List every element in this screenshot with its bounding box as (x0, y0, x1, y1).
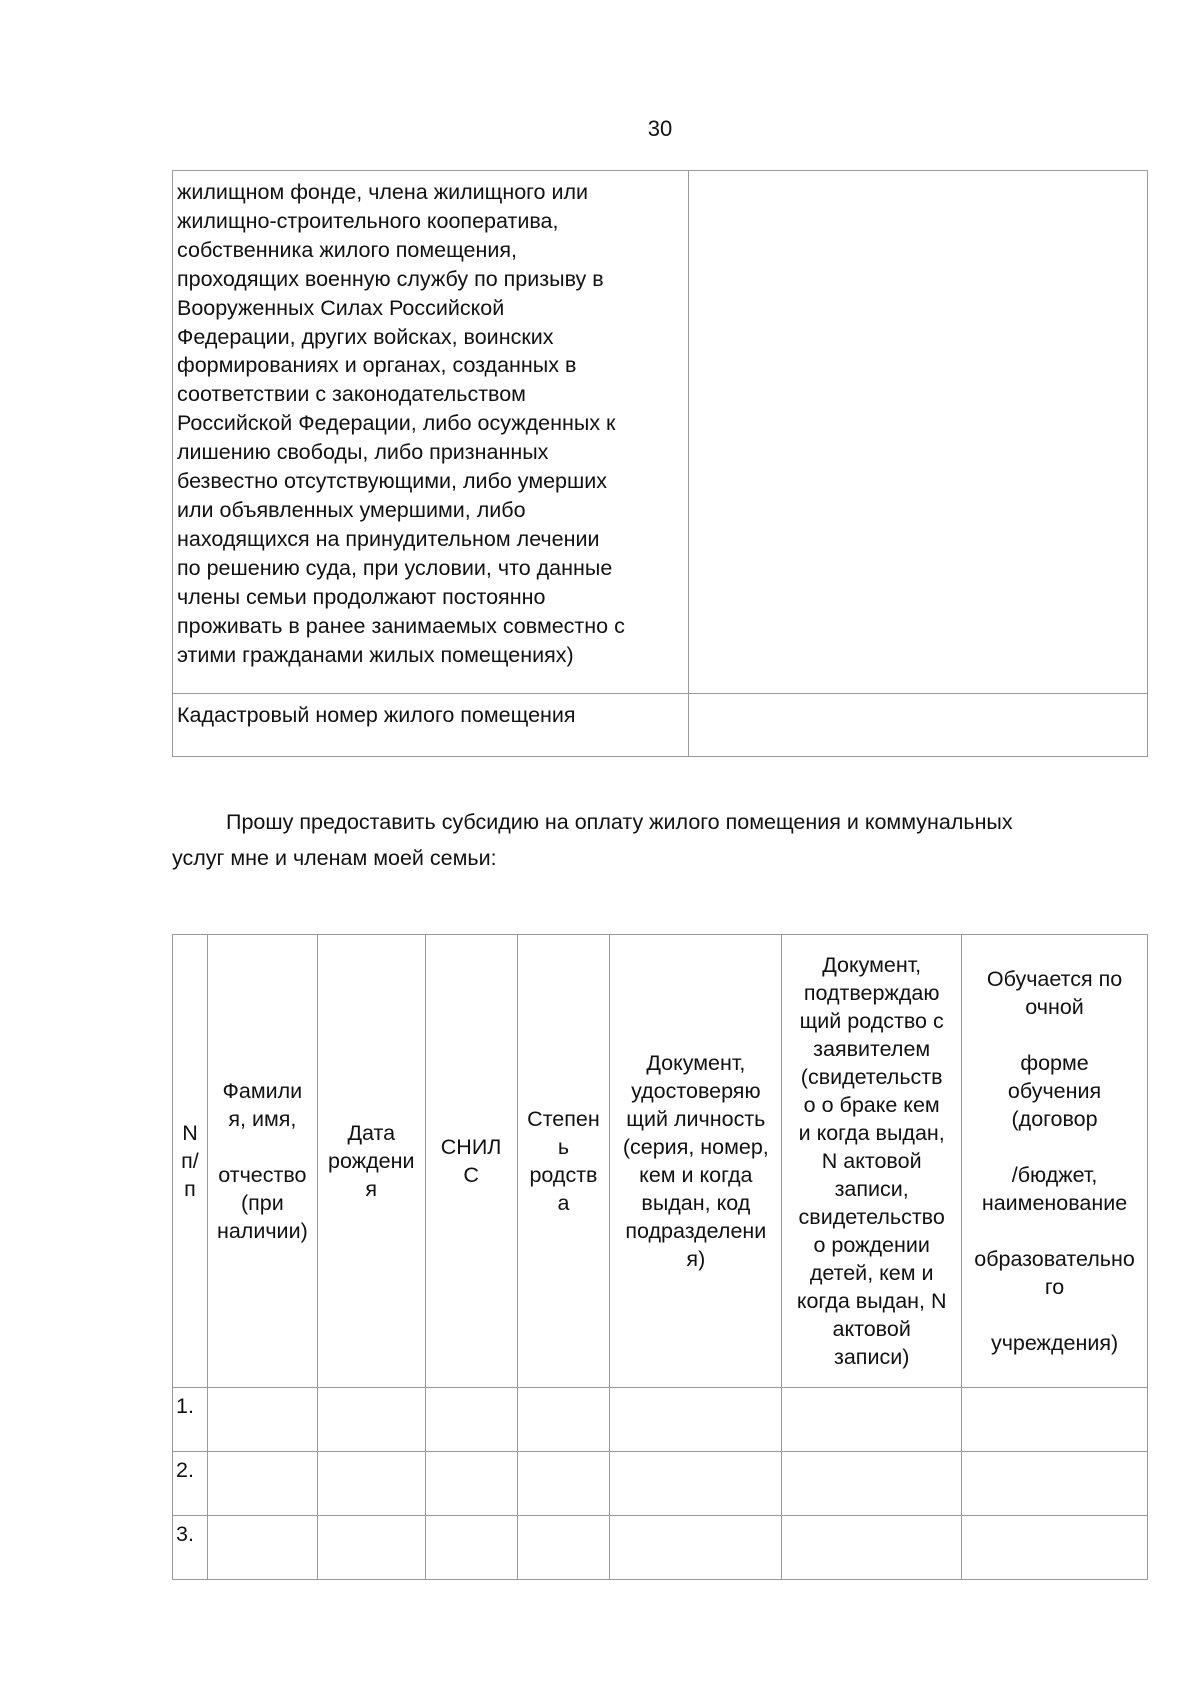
table-cell[interactable] (962, 1388, 1148, 1452)
header-line: N актовой (821, 1149, 922, 1173)
table-cell[interactable] (610, 1452, 782, 1516)
header-text (518, 1105, 610, 1217)
table-row (173, 1452, 1148, 1516)
header-line: щий личность (626, 1107, 766, 1131)
table-row (173, 1388, 1148, 1452)
header-line: очной (1025, 995, 1084, 1019)
request-line-1: Прошу предоставить субсидию на оплату жилого помещения и коммунальных (226, 810, 1013, 834)
text-line: проходящих военную службу по призыву в (177, 266, 604, 291)
table-header-row (173, 935, 1148, 1388)
table-cell[interactable] (517, 1388, 610, 1452)
header-text (610, 1049, 781, 1273)
text-line: по решению суда, при условии, что данные (177, 555, 613, 580)
header-line: Степен (527, 1107, 600, 1131)
header-line: а (557, 1191, 570, 1215)
header-line: Документ, (646, 1051, 746, 1075)
text-line: Федерации, других войсках, воинских (177, 324, 554, 349)
text-line: безвестно отсутствующими, либо умерших (177, 469, 608, 494)
table-cell[interactable] (517, 1516, 610, 1580)
table-cell[interactable] (782, 1388, 962, 1452)
header-line: о о браке кем (803, 1093, 940, 1117)
table-cell[interactable] (317, 1516, 425, 1580)
row-number-cell (173, 1452, 208, 1516)
header-line: родств (529, 1163, 598, 1187)
header-line: о рождении (813, 1233, 930, 1257)
row-number: 2. (176, 1458, 194, 1482)
table-row (173, 171, 1148, 694)
row-number: 3. (176, 1522, 194, 1546)
header-line: заявителем (813, 1037, 931, 1061)
header-line: кем и когда (639, 1163, 753, 1187)
header-full-name (207, 935, 317, 1388)
header-line: ь (557, 1135, 570, 1159)
header-text (318, 1119, 425, 1203)
header-education (962, 935, 1148, 1388)
header-line: детей, кем и (809, 1261, 934, 1285)
text-line: жилищно-строительного кооператива, (177, 208, 559, 233)
header-line: п (184, 1177, 196, 1201)
table-cell[interactable] (317, 1452, 425, 1516)
text-line: Российской Федерации, либо осужденных к (177, 411, 616, 436)
header-line: го (1044, 1275, 1065, 1299)
header-line: отчество (218, 1163, 307, 1187)
header-line: рождени (328, 1149, 415, 1173)
subsidy-request-paragraph (172, 804, 1152, 876)
table-row (173, 694, 1148, 757)
header-identity-document (610, 935, 782, 1388)
header-text (782, 951, 961, 1371)
table-cell[interactable] (782, 1516, 962, 1580)
text-line: жилищном фонде, члена жилищного или (177, 180, 589, 204)
table-cell[interactable] (517, 1452, 610, 1516)
request-line-2: услуг мне и членам моей семьи: (172, 846, 497, 870)
header-line: С (463, 1163, 479, 1187)
header-snils (425, 935, 517, 1388)
header-line: N (182, 1121, 198, 1145)
row-number-cell (173, 1516, 208, 1580)
header-line: /бюджет, (1011, 1163, 1098, 1187)
header-line: выдан, код (641, 1191, 751, 1215)
text-line: находящихся на принудительном лечении (177, 526, 600, 551)
header-line (208, 1133, 317, 1161)
header-line (962, 1133, 1147, 1161)
page-number: 30 (647, 116, 673, 141)
family-members-value-cell[interactable] (689, 171, 1148, 694)
header-line: я (365, 1177, 378, 1201)
text-line: соответствии с законодательством (177, 382, 526, 407)
cadastral-number-label (173, 694, 688, 730)
header-line: Обучается по (986, 967, 1123, 991)
header-birth-date (317, 935, 425, 1388)
header-line: Дата (347, 1121, 396, 1145)
header-line: наличии) (216, 1219, 308, 1243)
header-line: СНИЛ (440, 1135, 502, 1159)
text-line: этими гражданами жилых помещениях) (177, 642, 574, 667)
header-line: (свидетельств (800, 1065, 943, 1089)
header-text (962, 965, 1147, 1357)
row-number-cell (173, 1388, 208, 1452)
header-line: (при (240, 1191, 284, 1215)
table-cell[interactable] (962, 1452, 1148, 1516)
header-line: п/ (181, 1149, 199, 1173)
header-line: свидетельство (798, 1205, 945, 1229)
text-line: или объявленных умершими, либо (177, 497, 526, 522)
header-line: щий родство с (799, 1009, 944, 1033)
header-line: записи) (833, 1345, 910, 1369)
header-line (962, 1301, 1147, 1329)
table-row (173, 1516, 1148, 1580)
table-cell[interactable] (610, 1516, 782, 1580)
text-line: формированиях и органах, созданных в (177, 353, 577, 378)
table-cell[interactable] (425, 1516, 517, 1580)
text-line: Кадастровый номер жилого помещения (177, 703, 576, 727)
table-cell[interactable] (207, 1388, 317, 1452)
text-line: лишению свободы, либо признанных (177, 440, 549, 465)
header-number (173, 935, 208, 1388)
family-members-description-cell (173, 171, 689, 694)
header-line: записи, (834, 1177, 909, 1201)
header-line: удостоверяю (631, 1079, 761, 1103)
row-number: 1. (176, 1394, 194, 1418)
header-line: Документ, (822, 953, 922, 977)
header-line: актовой (832, 1317, 911, 1341)
table-cell[interactable] (425, 1388, 517, 1452)
header-line: (договор (1011, 1107, 1098, 1131)
table-cell[interactable] (610, 1388, 782, 1452)
table-cell[interactable] (425, 1452, 517, 1516)
header-line: обучения (1007, 1079, 1102, 1103)
header-line: я, имя, (228, 1107, 297, 1131)
header-line: (серия, номер, (622, 1135, 769, 1159)
family-members-description-text (173, 171, 688, 669)
table-cell[interactable] (207, 1516, 317, 1580)
table-cell[interactable] (207, 1452, 317, 1516)
text-line: собственника жилого помещения, (177, 237, 518, 262)
header-line: форме (1020, 1051, 1089, 1075)
header-line: и когда выдан, (798, 1121, 945, 1145)
header-kinship-document (782, 935, 962, 1388)
text-line: проживать в ранее занимаемых совместно с (177, 613, 625, 638)
cadastral-number-label-cell (173, 694, 689, 757)
cadastral-number-value-cell[interactable] (689, 694, 1148, 757)
header-text (208, 1077, 317, 1245)
header-line: я) (686, 1247, 706, 1271)
table-cell[interactable] (962, 1516, 1148, 1580)
header-text (173, 1119, 207, 1203)
header-line: образовательно (974, 1247, 1135, 1271)
header-line: когда выдан, N (796, 1289, 947, 1313)
header-relationship (517, 935, 610, 1388)
header-text (426, 1133, 517, 1189)
residence-info-table (172, 170, 1148, 757)
header-line: Фамили (222, 1079, 303, 1103)
header-line (962, 1217, 1147, 1245)
table-cell[interactable] (782, 1452, 962, 1516)
header-line: подтверждаю (803, 981, 940, 1005)
text-line: Вооруженных Силах Российской (177, 295, 505, 320)
header-line (962, 1021, 1147, 1049)
text-line: члены семьи продолжают постоянно (177, 584, 546, 609)
header-line: учреждения) (990, 1331, 1119, 1355)
family-members-table (172, 934, 1148, 1580)
header-line: подразделени (625, 1219, 767, 1243)
header-line: наименование (981, 1191, 1128, 1215)
table-cell[interactable] (317, 1388, 425, 1452)
